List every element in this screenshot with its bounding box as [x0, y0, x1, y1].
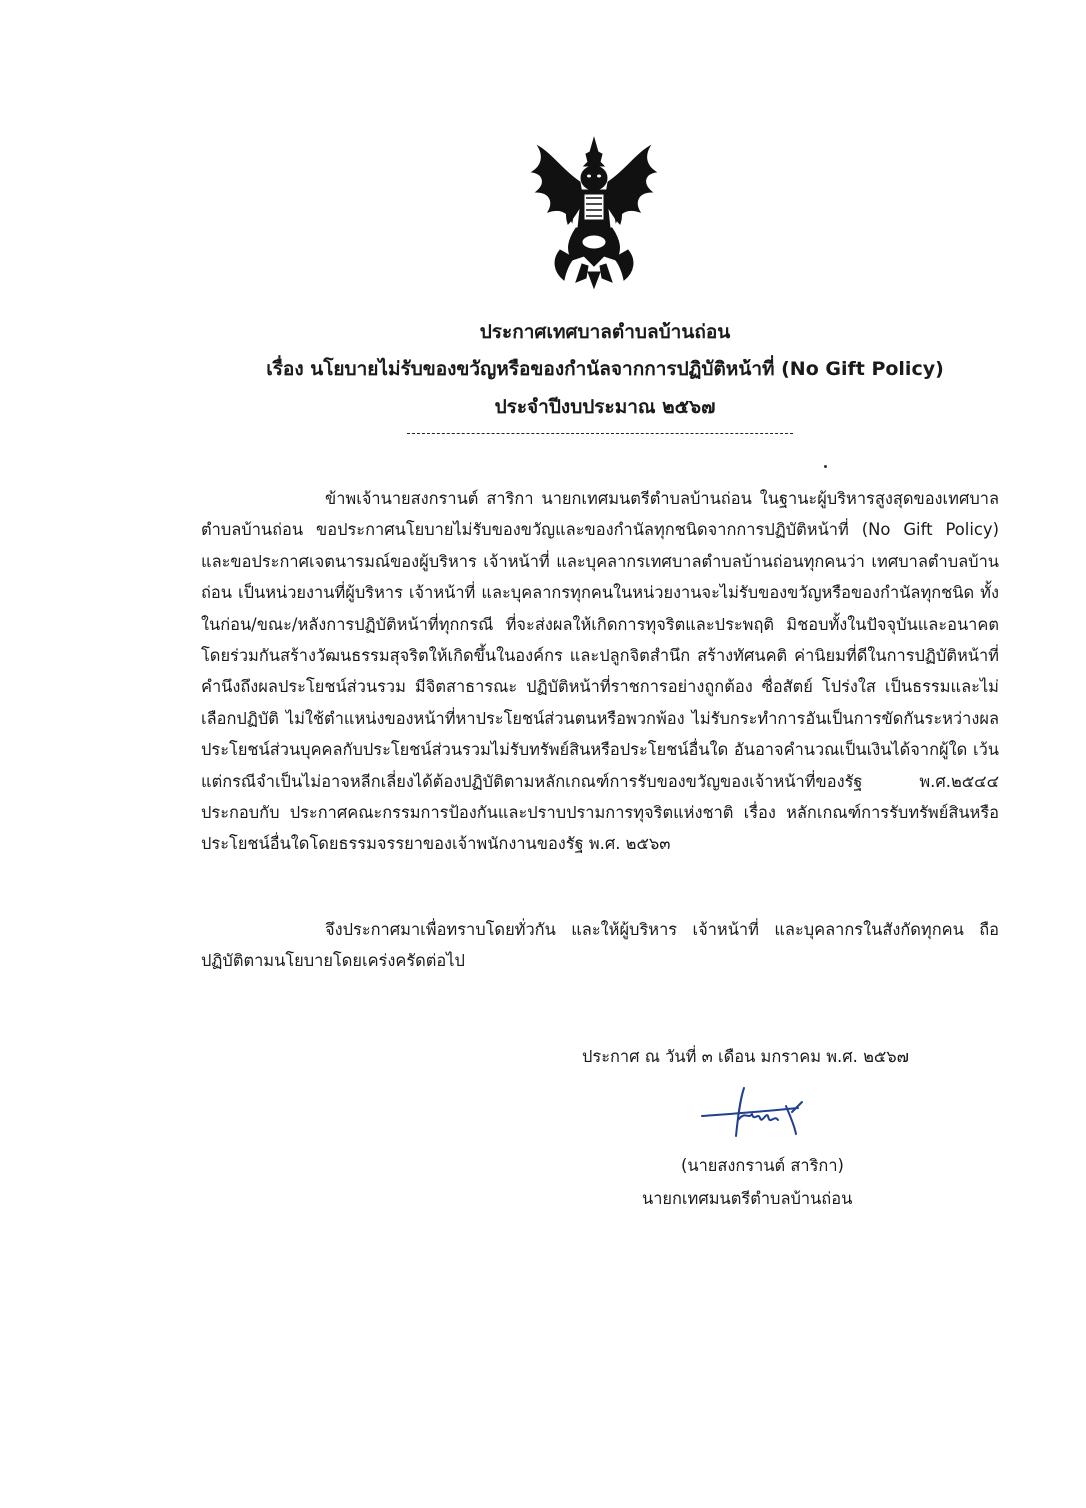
stray-mark — [824, 465, 827, 468]
signer-title: นายกเทศมนตรีตำบลบ้านถ่อน — [642, 1189, 853, 1208]
fiscal-year-line: ประจำปีงบประมาณ ๒๕๖๗ — [494, 396, 716, 418]
heading-divider — [407, 433, 793, 434]
signer-name: (นายสงกรานต์ สาริกา) — [681, 1156, 844, 1175]
announcement-subject: เรื่อง นโยบายไม่รับของขวัญหรือของกำนัลจากการปฏิบัติหน้าที่ (No Gift Policy) — [266, 358, 944, 380]
garuda-emblem-icon — [524, 132, 664, 290]
announcement-title: ประกาศเทศบาลตำบลบ้านถ่อน — [479, 321, 731, 343]
announcement-date: ประกาศ ณ วันที่ ๓ เดือน มกราคม พ.ศ. ๒๕๖๗ — [582, 1047, 910, 1066]
signature-image — [698, 1086, 816, 1142]
body-paragraph-1: ข้าพเจ้านายสงกรานต์ สาริกา นายกเทศมนตรีตำบลบ้านถ่อน ในฐานะผู้บริหารสูงสุดของเทศบาลตำบลบ้านถ่อน ขอประกาศนโยบายไม่รับของขวัญและของกำนัลทุกชนิดจากการปฏิบัติหน้าที่ (No Gift Policy) และขอประกาศเจตนารมณ์ของผู้บริหาร เจ้าหน้าที่ และบุคลากรเทศบาลตำบลบ้านถ่อนทุกคนว่า เทศบาลตำบลบ้านถ่อน เป็นหน่วยงานที่ผู้บริหาร เจ้าหน้าที่ และบุคลากรทุกคนในหน่วยงานจะไม่รับของขวัญหรือของกำนัลทุกชนิด ทั้งในก่อน/ขณะ/หลังการปฏิบัติหน้าที่ทุกกรณี ที่จะส่งผลให้เกิดการทุจริตและประพฤติ มิชอบทั้งในปัจจุบันและอนาคต โดยร่วมกันสร้างวัฒนธรรมสุจริตให้เกิดขึ้นในองค์กร และปลูกจิตสำนึก สร้างทัศนคติ ค่านิยมที่ดีในการปฏิบัติหน้าที่ คำนึงถึงผลประโยชน์ส่วนรวม มีจิตสาธารณะ ปฏิบัติหน้าที่ราชการอย่างถูกต้อง ซื่อสัตย์ โปร่งใส เป็นธรรมและไม่เลือกปฏิบัติ ไม่ใช้ตำแหน่งของหน้าที่หาประโยชน์ส่วนตนหรือพวกพ้อง ไม่รับกระทำการอันเป็นการขัดกันระหว่างผลประโยชน์ส่วนบุคคลกับประโยชน์ส่วนรวมไม่รับทรัพย์สินหรือประโยชน์อื่นใด อันอาจคำนวณเป็นเงินได้จากผู้ใด เว้นแต่กรณีจำเป็นไม่อาจหลีกเลี่ยงได้ต้องปฏิบัติตามหลักเกณฑ์การรับของขวัญของเจ้าหน้าที่ของรัฐ พ.ศ.๒๕๔๔ ประกอบกับ ประกาศคณะกรรมการป้องกันและปราบปรามการทุจริตแห่งชาติ เรื่อง หลักเกณฑ์การรับทรัพย์สินหรือประโยชน์อื่นใดโดยธรรมจรรยาของเจ้าพนักงานของรัฐ พ.ศ. ๒๕๖๓ — [201, 489, 999, 854]
body-paragraph-2: จึงประกาศมาเพื่อทราบโดยทั่วกัน และให้ผู้บริหาร เจ้าหน้าที่ และบุคลากรในสังกัดทุกคน ถือปฏิบัติตามนโยบายโดยเคร่งครัดต่อไป — [201, 920, 999, 971]
